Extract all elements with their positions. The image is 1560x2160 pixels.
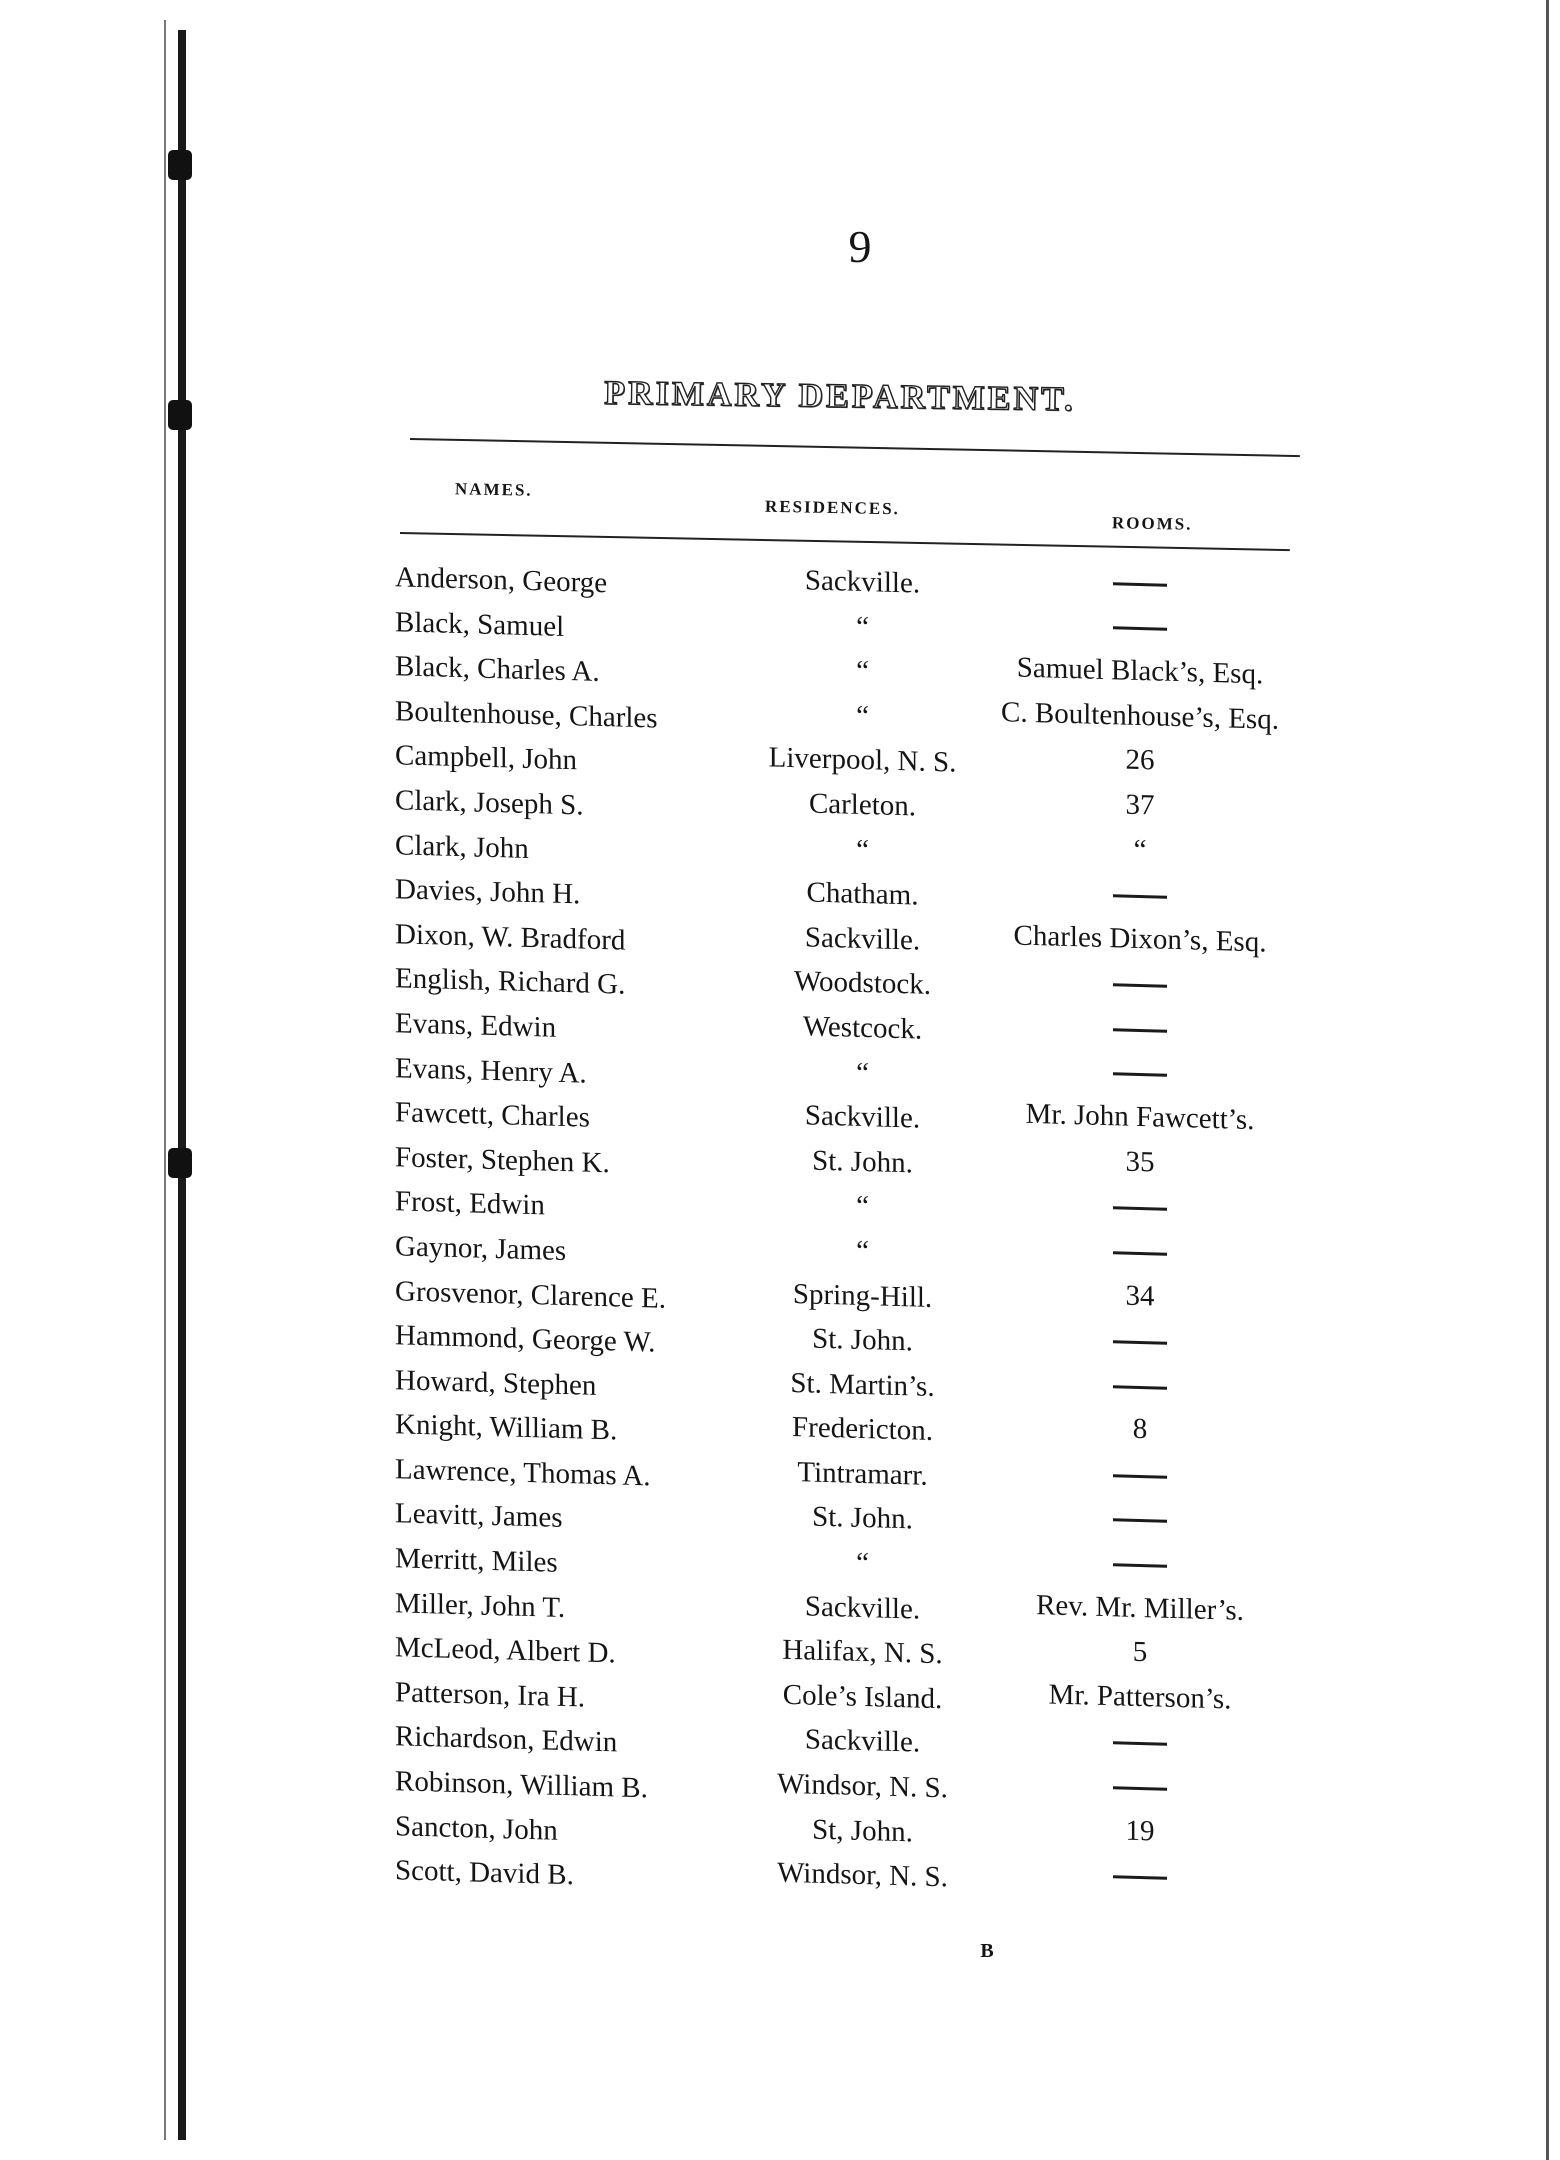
student-residence: St. John. <box>812 1144 913 1180</box>
empty-room-dash <box>1113 582 1167 587</box>
student-residence: St. John. <box>812 1501 913 1536</box>
student-name: Sancton, John <box>395 1809 558 1847</box>
student-residence: Sackville. <box>804 921 921 957</box>
student-residence: Windsor, N. S. <box>777 1767 948 1805</box>
student-room: 5 <box>1132 1636 1148 1669</box>
header-rule-bottom <box>400 532 1290 551</box>
student-residence: “ <box>856 1546 869 1580</box>
residences-column <box>745 557 980 1901</box>
empty-room-dash <box>1113 1786 1167 1791</box>
student-residence: “ <box>856 655 869 688</box>
student-name: Davies, John H. <box>395 873 581 911</box>
empty-room-dash <box>1113 1474 1167 1479</box>
empty-room-dash <box>1113 1028 1167 1033</box>
column-header-residences: RESIDENCES. <box>764 496 901 519</box>
student-residence: Sackville. <box>804 564 921 600</box>
student-name: Black, Samuel <box>395 605 565 643</box>
student-residence: Westcock. <box>802 1010 923 1046</box>
student-name: Evans, Edwin <box>395 1007 557 1044</box>
student-room: 26 <box>1125 743 1155 777</box>
student-residence: Windsor, N. S. <box>777 1856 948 1894</box>
page-binding-edge <box>178 30 186 2140</box>
student-name: Boultenhouse, Charles <box>395 695 658 735</box>
empty-room-dash <box>1113 1340 1167 1345</box>
empty-room-dash <box>1113 1875 1167 1880</box>
student-residence: “ <box>856 1234 869 1268</box>
student-name: Gaynor, James <box>395 1230 567 1267</box>
student-name: Clark, John <box>395 828 529 865</box>
student-name: English, Richard G. <box>395 962 626 1002</box>
student-name: Fawcett, Charles <box>395 1096 590 1134</box>
student-name: Patterson, Ira H. <box>395 1676 586 1714</box>
department-title: PRIMARY DEPARTMENT. <box>604 374 1076 419</box>
student-room: “ <box>1133 833 1147 866</box>
student-room: Rev. Mr. Miller’s. <box>1036 1588 1244 1627</box>
student-room: C. Boultenhouse’s, Esq. <box>1001 695 1279 736</box>
empty-room-dash <box>1113 627 1167 632</box>
student-room: 34 <box>1125 1279 1155 1312</box>
student-residence: Cole’s Island. <box>782 1678 943 1716</box>
student-name: Merritt, Miles <box>395 1542 558 1579</box>
empty-room-dash <box>1113 1385 1167 1390</box>
student-residence: St. Martin’s. <box>790 1366 935 1403</box>
student-room: 19 <box>1125 1814 1155 1848</box>
student-residence: Woodstock. <box>793 965 931 1002</box>
student-residence: Sackville. <box>804 1723 921 1760</box>
names-column <box>395 555 735 1902</box>
student-residence: Halifax, N. S. <box>782 1634 943 1671</box>
student-residence: St. John. <box>812 1322 913 1358</box>
student-name: Robinson, William B. <box>395 1765 648 1805</box>
empty-room-dash <box>1113 1073 1167 1078</box>
student-room: 37 <box>1125 788 1155 822</box>
student-residence: Liverpool, N. S. <box>768 741 957 779</box>
page-edge-line <box>164 20 166 2140</box>
binding-stitch <box>168 400 192 430</box>
student-residence: Sackville. <box>804 1590 921 1626</box>
signature-mark: B <box>980 1940 994 1962</box>
student-residence: “ <box>856 833 869 866</box>
student-residence: Spring-Hill. <box>792 1277 933 1314</box>
empty-room-dash <box>1113 1251 1167 1256</box>
empty-room-dash <box>1113 1563 1167 1568</box>
student-name: Howard, Stephen <box>395 1363 597 1402</box>
student-residence: “ <box>856 1056 869 1089</box>
student-name: Foster, Stephen K. <box>395 1140 610 1179</box>
student-name: Leavitt, James <box>395 1497 563 1535</box>
student-room <box>975 1849 1305 1903</box>
column-header-names: NAMES. <box>454 479 533 500</box>
student-room: Charles Dixon’s, Esq. <box>1013 919 1267 959</box>
student-name: Black, Charles A. <box>395 650 600 689</box>
student-residence: Fredericton. <box>792 1411 933 1448</box>
binding-stitch <box>168 1148 192 1178</box>
student-room: Mr. John Fawcett’s. <box>1025 1097 1255 1137</box>
student-name: Evans, Henry A. <box>395 1051 587 1090</box>
student-residence: St, John. <box>812 1813 913 1849</box>
student-room: Mr. Patterson’s. <box>1048 1678 1232 1716</box>
student-residence: Tintramarr. <box>797 1456 928 1492</box>
column-header-rooms: ROOMS. <box>1111 513 1193 534</box>
binding-stitch <box>168 150 192 180</box>
student-name: Anderson, George <box>395 561 608 600</box>
student-room: 8 <box>1132 1413 1148 1446</box>
student-name: Hammond, George W. <box>395 1319 656 1359</box>
empty-room-dash <box>1113 894 1167 899</box>
empty-room-dash <box>1113 1742 1167 1747</box>
student-room: 35 <box>1125 1145 1155 1179</box>
student-residence: Chatham. <box>806 876 919 912</box>
student-name: Grosvenor, Clarence E. <box>395 1274 667 1315</box>
empty-room-dash <box>1113 1519 1167 1524</box>
student-residence: Sackville. <box>804 1099 921 1135</box>
student-name: Miller, John T. <box>395 1586 566 1624</box>
student-residence: Carleton. <box>808 787 917 823</box>
empty-room-dash <box>1113 1206 1167 1211</box>
student-name: Richardson, Edwin <box>395 1720 618 1759</box>
student-name: McLeod, Albert D. <box>395 1631 616 1670</box>
rooms-column <box>975 555 1305 1902</box>
header-rule-top <box>410 438 1300 457</box>
student-residence: “ <box>856 1190 869 1223</box>
student-name: Lawrence, Thomas A. <box>395 1453 651 1493</box>
student-name: Scott, David B. <box>395 1854 574 1892</box>
student-name: Frost, Edwin <box>395 1185 545 1222</box>
student-name: Campbell, John <box>395 739 578 777</box>
student-room: Samuel Black’s, Esq. <box>1016 651 1264 691</box>
empty-room-dash <box>1113 983 1167 988</box>
page-number: 9 <box>848 221 872 272</box>
student-residence: “ <box>856 699 869 732</box>
student-name: Knight, William B. <box>395 1408 618 1447</box>
student-name: Clark, Joseph S. <box>395 784 584 822</box>
student-residence: “ <box>856 610 869 643</box>
page-right-edge <box>1546 0 1549 2160</box>
student-name: Dixon, W. Bradford <box>395 918 626 957</box>
